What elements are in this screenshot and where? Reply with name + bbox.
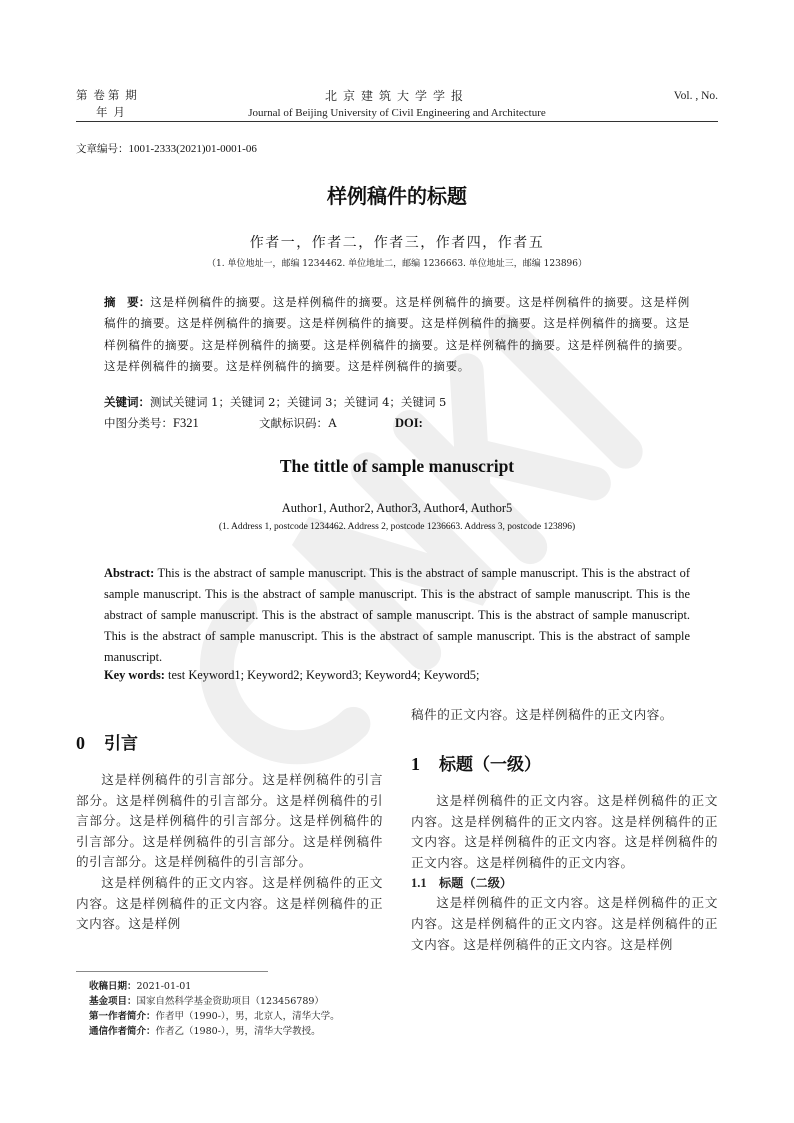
abstract-en-label: Abstract: bbox=[104, 566, 155, 580]
footnote-label: 基金项目： bbox=[89, 996, 137, 1007]
footnote-label: 通信作者简介： bbox=[89, 1026, 156, 1037]
abstract-cn bbox=[104, 292, 690, 377]
title-cn: 样例稿件的标题 bbox=[327, 184, 467, 208]
authors-en: Author1, Author2, Author3, Author4, Author5 bbox=[281, 501, 513, 515]
footnote-funding bbox=[89, 994, 340, 1009]
footnotes bbox=[89, 979, 340, 1039]
running-header bbox=[76, 88, 718, 122]
article-number-label: 文章编号： bbox=[76, 143, 129, 155]
section-1-1-paragraph: 这是样例稿件的正文内容。这是样例稿件的正文内容。这是样例稿件的正文内容。这是样例稿件的正文内容。这是样例稿件的正文内容。这是样例 bbox=[411, 895, 718, 952]
title-en: The tittle of sample manuscript bbox=[279, 456, 515, 476]
continued-paragraph: 稿件的正文内容。这是样例稿件的正文内容。 bbox=[411, 707, 673, 722]
keywords-en-label: Key words: bbox=[104, 668, 165, 682]
volume-number: Vol. , No. bbox=[673, 90, 718, 102]
footnote-text: 作者甲（1990-），男，北京人，清华大学。 bbox=[155, 1011, 340, 1022]
footnote-text: 2021-01-01 bbox=[136, 981, 192, 992]
right-column-continued bbox=[411, 705, 718, 726]
section-1-1-number: 1.1 bbox=[411, 876, 427, 891]
abstract-en bbox=[104, 563, 690, 668]
section-1-paragraph: 这是样例稿件的正文内容。这是样例稿件的正文内容。这是样例稿件的正文内容。这是样例稿件的正文内容。这是样例稿件的正文内容。这是样例稿件的正文内容。这是样例稿件的正文内容。 bbox=[411, 793, 718, 870]
clc-label: 中图分类号： bbox=[104, 416, 173, 430]
section-1-1-title: 标题（二级） bbox=[439, 876, 513, 891]
keywords-cn-label: 关键词： bbox=[104, 395, 150, 409]
issue-suffix: 期 bbox=[125, 90, 140, 102]
keywords-cn bbox=[104, 393, 690, 411]
section-0-heading bbox=[76, 729, 138, 754]
footnote-label: 第一作者简介： bbox=[89, 1011, 156, 1022]
keywords-en bbox=[104, 666, 690, 684]
section-1-heading bbox=[411, 750, 541, 775]
section-1-title: 标题（一级） bbox=[439, 755, 541, 775]
abstract-cn-text: 这是样例稿件的摘要。这是样例稿件的摘要。这是样例稿件的摘要。这是样例稿件的摘要。这是样例稿件的摘要。这是样例稿件的摘要。这是样例稿件的摘要。这是样例稿件的摘要。这是样例稿件的摘要。这是样例稿件的摘要。这是样例稿件的摘要。这是样例稿件的摘要。这是样例稿件的摘要。这是样例稿件的摘要。这是样例稿件的摘要。这是样例稿件的摘要。这是样例稿件的摘要。 bbox=[104, 295, 691, 373]
year-label: 年 bbox=[96, 107, 111, 119]
affiliations-cn: （1. 单位地址一，邮编 1234462. 单位地址二，邮编 1236663. 单位地址三，邮编 123896） bbox=[207, 259, 587, 269]
section-1-1-heading bbox=[411, 873, 718, 893]
footnote-label: 收稿日期： bbox=[89, 981, 137, 992]
article-number bbox=[76, 141, 257, 156]
abstract-en-text: This is the abstract of sample manuscript. This is the abstract of sample manuscript. This is the abstract of sample manuscript. This is the abstract of sample manuscript. This is the abstract of sample manuscript. This is the abstract of sample manuscript. This is the abstract of sample manuscript. This is the abstract of sample manuscript. This is the abstract of sample manuscript. This is the abstract of sample manuscript. This is the abstract of sample manuscript. bbox=[104, 566, 690, 664]
left-column bbox=[76, 770, 383, 935]
footnote-corresponding-author bbox=[89, 1024, 340, 1039]
abstract-cn-label: 摘 要： bbox=[104, 295, 151, 309]
section-0-number: 0 bbox=[76, 733, 85, 753]
footnote-text: 作者乙（1980-），男，清华大学教授。 bbox=[155, 1026, 321, 1037]
section-0-title: 引言 bbox=[104, 734, 138, 754]
footnote-divider bbox=[76, 971, 268, 972]
doc-code-value: A bbox=[328, 416, 338, 430]
affiliations-en: (1. Address 1, postcode 1234462. Address 2, postcode 1236663. Address 3, postcode 123896) bbox=[218, 522, 576, 532]
footnote-received-date bbox=[89, 979, 340, 994]
article-number-value: 1001-2333(2021)01-0001-06 bbox=[128, 143, 257, 155]
intro-paragraph: 这是样例稿件的引言部分。这是样例稿件的引言部分。这是样例稿件的引言部分。这是样例稿件的引言部分。这是样例稿件的引言部分。这是样例稿件的引言部分。这是样例稿件的引言部分。这是样例稿件的引言部分。这是样例稿件的引言部分。 bbox=[76, 772, 383, 870]
footnote-first-author bbox=[89, 1009, 340, 1024]
header-divider bbox=[76, 121, 718, 122]
keywords-en-text: test Keyword1; Keyword2; Keyword3; Keyword4; Keyword5; bbox=[164, 668, 480, 682]
journal-name-en: Journal of Beijing University of Civil Engineering and Architecture bbox=[248, 107, 546, 119]
classification-row bbox=[104, 414, 423, 433]
issue-label: 卷第 bbox=[93, 90, 123, 102]
right-column bbox=[411, 791, 718, 955]
doc-code-label: 文献标识码： bbox=[259, 416, 328, 430]
authors-cn: 作者一，作者二，作者三，作者四，作者五 bbox=[249, 235, 545, 251]
journal-name-cn: 北京建筑大学学报 bbox=[324, 89, 469, 103]
clc-value: F321 bbox=[173, 416, 199, 430]
month-label: 月 bbox=[113, 107, 128, 119]
body-paragraph-left: 这是样例稿件的正文内容。这是样例稿件的正文内容。这是样例稿件的正文内容。这是样例稿件的正文内容。这是样例 bbox=[76, 874, 383, 932]
keywords-cn-text: 测试关键词 1；关键词 2；关键词 3；关键词 4；关键词 5 bbox=[150, 395, 447, 409]
vol-label: 第 bbox=[76, 90, 91, 102]
journal-name bbox=[76, 88, 718, 122]
doi-label: DOI: bbox=[395, 416, 423, 430]
section-1-number: 1 bbox=[411, 754, 420, 774]
footnote-text: 国家自然科学基金资助项目（123456789） bbox=[136, 996, 324, 1007]
